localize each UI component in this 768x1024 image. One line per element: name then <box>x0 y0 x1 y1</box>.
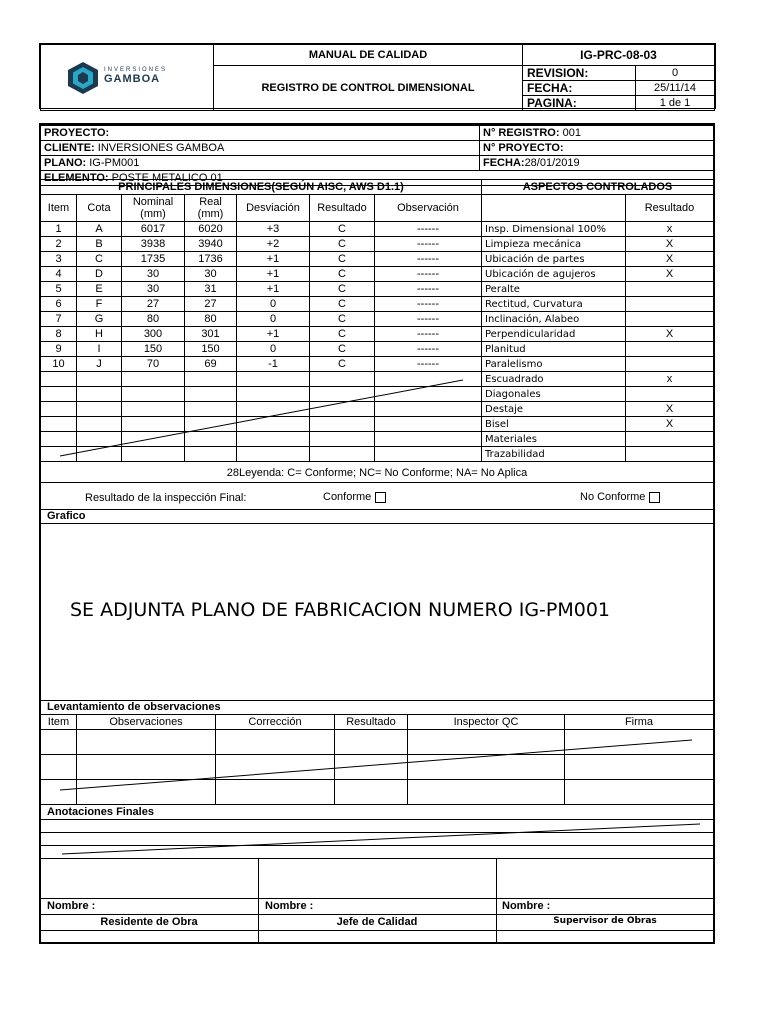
lev-header-inspector: Inspector QC <box>408 715 565 730</box>
aspect-name: Bisel <box>482 417 626 432</box>
dim-cell: C <box>310 327 375 342</box>
info-table <box>40 125 714 186</box>
dim-cell: 80 <box>122 312 185 327</box>
elemento-label: ELEMENTO: <box>44 171 109 184</box>
aspect-name: Trazabilidad <box>482 447 626 462</box>
dim-cell: 8 <box>41 327 77 342</box>
dim-cell: 6017 <box>122 222 185 237</box>
dim-cell: 6020 <box>185 222 237 237</box>
levantamiento-strike <box>40 730 714 800</box>
dim-cell: ------ <box>375 357 482 372</box>
dim-cell: ------ <box>375 342 482 357</box>
dim-cell: 30 <box>122 282 185 297</box>
dim-cell: F <box>77 297 122 312</box>
sig3-nombre-label: Nombre : <box>502 900 551 912</box>
dim-cell: C <box>310 342 375 357</box>
sig1-nombre-label: Nombre : <box>47 900 96 912</box>
dim-cell: 27 <box>122 297 185 312</box>
conforme-label: Conforme <box>323 491 372 503</box>
aspect-result <box>626 297 714 312</box>
dim-cell: I <box>77 342 122 357</box>
plano-value: IG-PM001 <box>89 156 140 169</box>
aspect-name: Perpendicularidad <box>482 327 626 342</box>
divider <box>40 898 714 899</box>
col-header-cota: Cota <box>77 195 122 222</box>
aspect-name: Escuadrado <box>482 372 626 387</box>
dim-cell: C <box>310 357 375 372</box>
dim-cell: A <box>77 222 122 237</box>
dim-cell: ------ <box>375 327 482 342</box>
col-header-nominal: Nominal (mm) <box>122 195 185 222</box>
aspect-result: x <box>626 372 714 387</box>
dim-cell: +1 <box>237 327 310 342</box>
lev-header-firma: Firma <box>565 715 714 730</box>
aspect-result <box>626 282 714 297</box>
dim-cell: +1 <box>237 267 310 282</box>
dim-cell: 150 <box>122 342 185 357</box>
aspect-header-resultado: Resultado <box>626 195 714 222</box>
table-row <box>41 312 714 327</box>
aspect-result: X <box>626 402 714 417</box>
aspects-section-title: ASPECTOS CONTROLADOS <box>482 180 714 195</box>
table-row <box>41 342 714 357</box>
dim-cell: 30 <box>122 267 185 282</box>
proyecto-label: PROYECTO: <box>44 126 110 139</box>
info-fecha-value: 28/01/2019 <box>524 156 580 169</box>
register-title: REGISTRO DE CONTROL DIMENSIONAL <box>214 66 523 111</box>
table-row <box>41 297 714 312</box>
dim-cell: D <box>77 267 122 282</box>
col-header-resultado: Resultado <box>310 195 375 222</box>
document-header <box>39 43 716 109</box>
dim-cell: 150 <box>185 342 237 357</box>
dim-cell: ------ <box>375 312 482 327</box>
logo-text-top: INVERSIONES <box>104 66 168 73</box>
no-conforme-checkbox[interactable] <box>649 492 660 503</box>
dim-cell: 1735 <box>122 252 185 267</box>
dim-cell: 27 <box>185 297 237 312</box>
dim-cell: 30 <box>185 267 237 282</box>
plano-label: PLANO: <box>44 156 87 169</box>
dim-cell: 0 <box>237 312 310 327</box>
aspect-result <box>626 312 714 327</box>
dim-cell: C <box>310 222 375 237</box>
empty-rows-strike <box>40 370 480 466</box>
aspect-name: Limpieza mecánica <box>482 237 626 252</box>
table-row <box>41 252 714 267</box>
dim-cell: E <box>77 282 122 297</box>
lev-header-correccion: Corrección <box>216 715 335 730</box>
doc-code: IG-PRC-08-03 <box>523 45 715 66</box>
sig2-role: Jefe de Calidad <box>336 916 418 928</box>
aspect-result: x <box>626 222 714 237</box>
aspect-name: Planitud <box>482 342 626 357</box>
dim-cell: 5 <box>41 282 77 297</box>
elemento-value: POSTE METALICO 01 <box>111 171 223 184</box>
sig1-role: Residente de Obra <box>100 916 198 928</box>
dim-cell: ------ <box>375 252 482 267</box>
dims-section-title: PRINCIPALES DIMENSIONES(SEGÚN AISC, AWS D1.1) <box>41 180 482 195</box>
aspect-result: X <box>626 252 714 267</box>
logo-text-bottom: GAMBOA <box>104 72 161 85</box>
dim-cell: 7 <box>41 312 77 327</box>
dim-cell: 9 <box>41 342 77 357</box>
dim-cell: 301 <box>185 327 237 342</box>
dim-cell: +1 <box>237 252 310 267</box>
aspect-name: Inclinación, Alabeo <box>482 312 626 327</box>
col-header-observacion: Observación <box>375 195 482 222</box>
final-result-label: Resultado de la inspección Final: <box>85 492 247 504</box>
registro-value: 001 <box>562 126 581 139</box>
table-row <box>41 237 714 252</box>
dim-cell: 31 <box>185 282 237 297</box>
dim-cell: 70 <box>122 357 185 372</box>
dim-cell: -1 <box>237 357 310 372</box>
gamboa-logo-icon <box>66 61 100 95</box>
dim-cell: 2 <box>41 237 77 252</box>
dim-cell: C <box>310 297 375 312</box>
aspect-result: X <box>626 267 714 282</box>
table-row <box>41 327 714 342</box>
dim-cell: ------ <box>375 267 482 282</box>
logo-cell <box>41 45 214 111</box>
dim-cell: ------ <box>375 237 482 252</box>
lev-header-resultado: Resultado <box>335 715 408 730</box>
dim-cell: B <box>77 237 122 252</box>
divider <box>40 509 714 510</box>
anotaciones-strike <box>40 820 714 860</box>
dim-cell: G <box>77 312 122 327</box>
aspect-name: Diagonales <box>482 387 626 402</box>
registro-label: N° REGISTRO: <box>483 126 560 139</box>
col-header-desviacion: Desviación <box>237 195 310 222</box>
aspect-name: Materiales <box>482 432 626 447</box>
aspect-name: Insp. Dimensional 100% <box>482 222 626 237</box>
grafico-text: SE ADJUNTA PLANO DE FABRICACION NUMERO IG-PM001 <box>70 599 611 621</box>
cliente-value: INVERSIONES GAMBOA <box>97 141 225 154</box>
lev-header-item: Item <box>41 715 77 730</box>
anotaciones-title: Anotaciones Finales <box>47 806 154 818</box>
nproyecto-label: N° PROYECTO: <box>483 141 564 154</box>
aspect-name: Paralelismo <box>482 357 626 372</box>
manual-title: MANUAL DE CALIDAD <box>214 45 523 66</box>
levantamiento-title: Levantamiento de observaciones <box>47 701 221 713</box>
dim-cell: ------ <box>375 282 482 297</box>
aspect-name: Rectitud, Curvatura <box>482 297 626 312</box>
dim-cell: +2 <box>237 237 310 252</box>
dim-cell: 300 <box>122 327 185 342</box>
aspect-result <box>626 447 714 462</box>
lev-header-observaciones: Observaciones <box>77 715 216 730</box>
info-fecha-label: FECHA: <box>483 156 525 169</box>
col-header-item: Item <box>41 195 77 222</box>
dim-cell: 0 <box>237 342 310 357</box>
aspect-name: Peralte <box>482 282 626 297</box>
aspect-name: Ubicación de partes <box>482 252 626 267</box>
fecha-value: 25/11/14 <box>636 81 715 96</box>
revision-label: REVISION: <box>523 66 636 81</box>
conforme-checkbox[interactable] <box>375 492 386 503</box>
col-header-real: Real (mm) <box>185 195 237 222</box>
dim-cell: 3938 <box>122 237 185 252</box>
divider <box>40 930 714 931</box>
dim-cell: C <box>310 282 375 297</box>
aspect-result: X <box>626 417 714 432</box>
table-row <box>41 282 714 297</box>
dim-cell: H <box>77 327 122 342</box>
dim-cell: +1 <box>237 282 310 297</box>
no-conforme-option[interactable] <box>580 491 660 503</box>
pagina-value: 1 de 1 <box>636 96 715 111</box>
table-row <box>41 222 714 237</box>
dim-cell: 10 <box>41 357 77 372</box>
dim-cell: 3940 <box>185 237 237 252</box>
legend-text: 28Leyenda: C= Conforme; NC= No Conforme; NA= No Aplica <box>40 466 714 483</box>
aspect-result: X <box>626 237 714 252</box>
pagina-label: PAGINA: <box>523 96 636 111</box>
dim-cell: J <box>77 357 122 372</box>
fecha-label: FECHA: <box>523 81 636 96</box>
aspect-result <box>626 432 714 447</box>
dim-cell: ------ <box>375 297 482 312</box>
aspect-header-blank <box>482 195 626 222</box>
divider <box>40 523 714 524</box>
sig3-role: Supervisor de Obras <box>553 916 657 926</box>
dim-cell: ------ <box>375 222 482 237</box>
dim-cell: +3 <box>237 222 310 237</box>
dim-cell: C <box>310 312 375 327</box>
revision-value: 0 <box>636 66 715 81</box>
dim-cell: 3 <box>41 252 77 267</box>
divider <box>40 914 714 915</box>
conforme-option[interactable] <box>323 491 386 503</box>
dim-cell: 0 <box>237 297 310 312</box>
grafico-title: Grafico <box>47 510 86 522</box>
dim-cell: 80 <box>185 312 237 327</box>
table-row <box>41 267 714 282</box>
dim-cell: C <box>310 237 375 252</box>
aspect-result <box>626 387 714 402</box>
aspect-name: Ubicación de agujeros <box>482 267 626 282</box>
sig2-nombre-label: Nombre : <box>265 900 314 912</box>
aspect-result: X <box>626 327 714 342</box>
dim-cell: 6 <box>41 297 77 312</box>
aspect-name: Destaje <box>482 402 626 417</box>
dim-cell: C <box>310 267 375 282</box>
cliente-label: CLIENTE: <box>44 141 95 154</box>
dim-cell: 4 <box>41 267 77 282</box>
dim-cell: C <box>310 252 375 267</box>
dim-cell: C <box>77 252 122 267</box>
dim-cell: 1 <box>41 222 77 237</box>
aspect-result <box>626 342 714 357</box>
no-conforme-label: No Conforme <box>580 491 646 503</box>
dim-cell: 69 <box>185 357 237 372</box>
dim-cell: 1736 <box>185 252 237 267</box>
aspect-result <box>626 357 714 372</box>
